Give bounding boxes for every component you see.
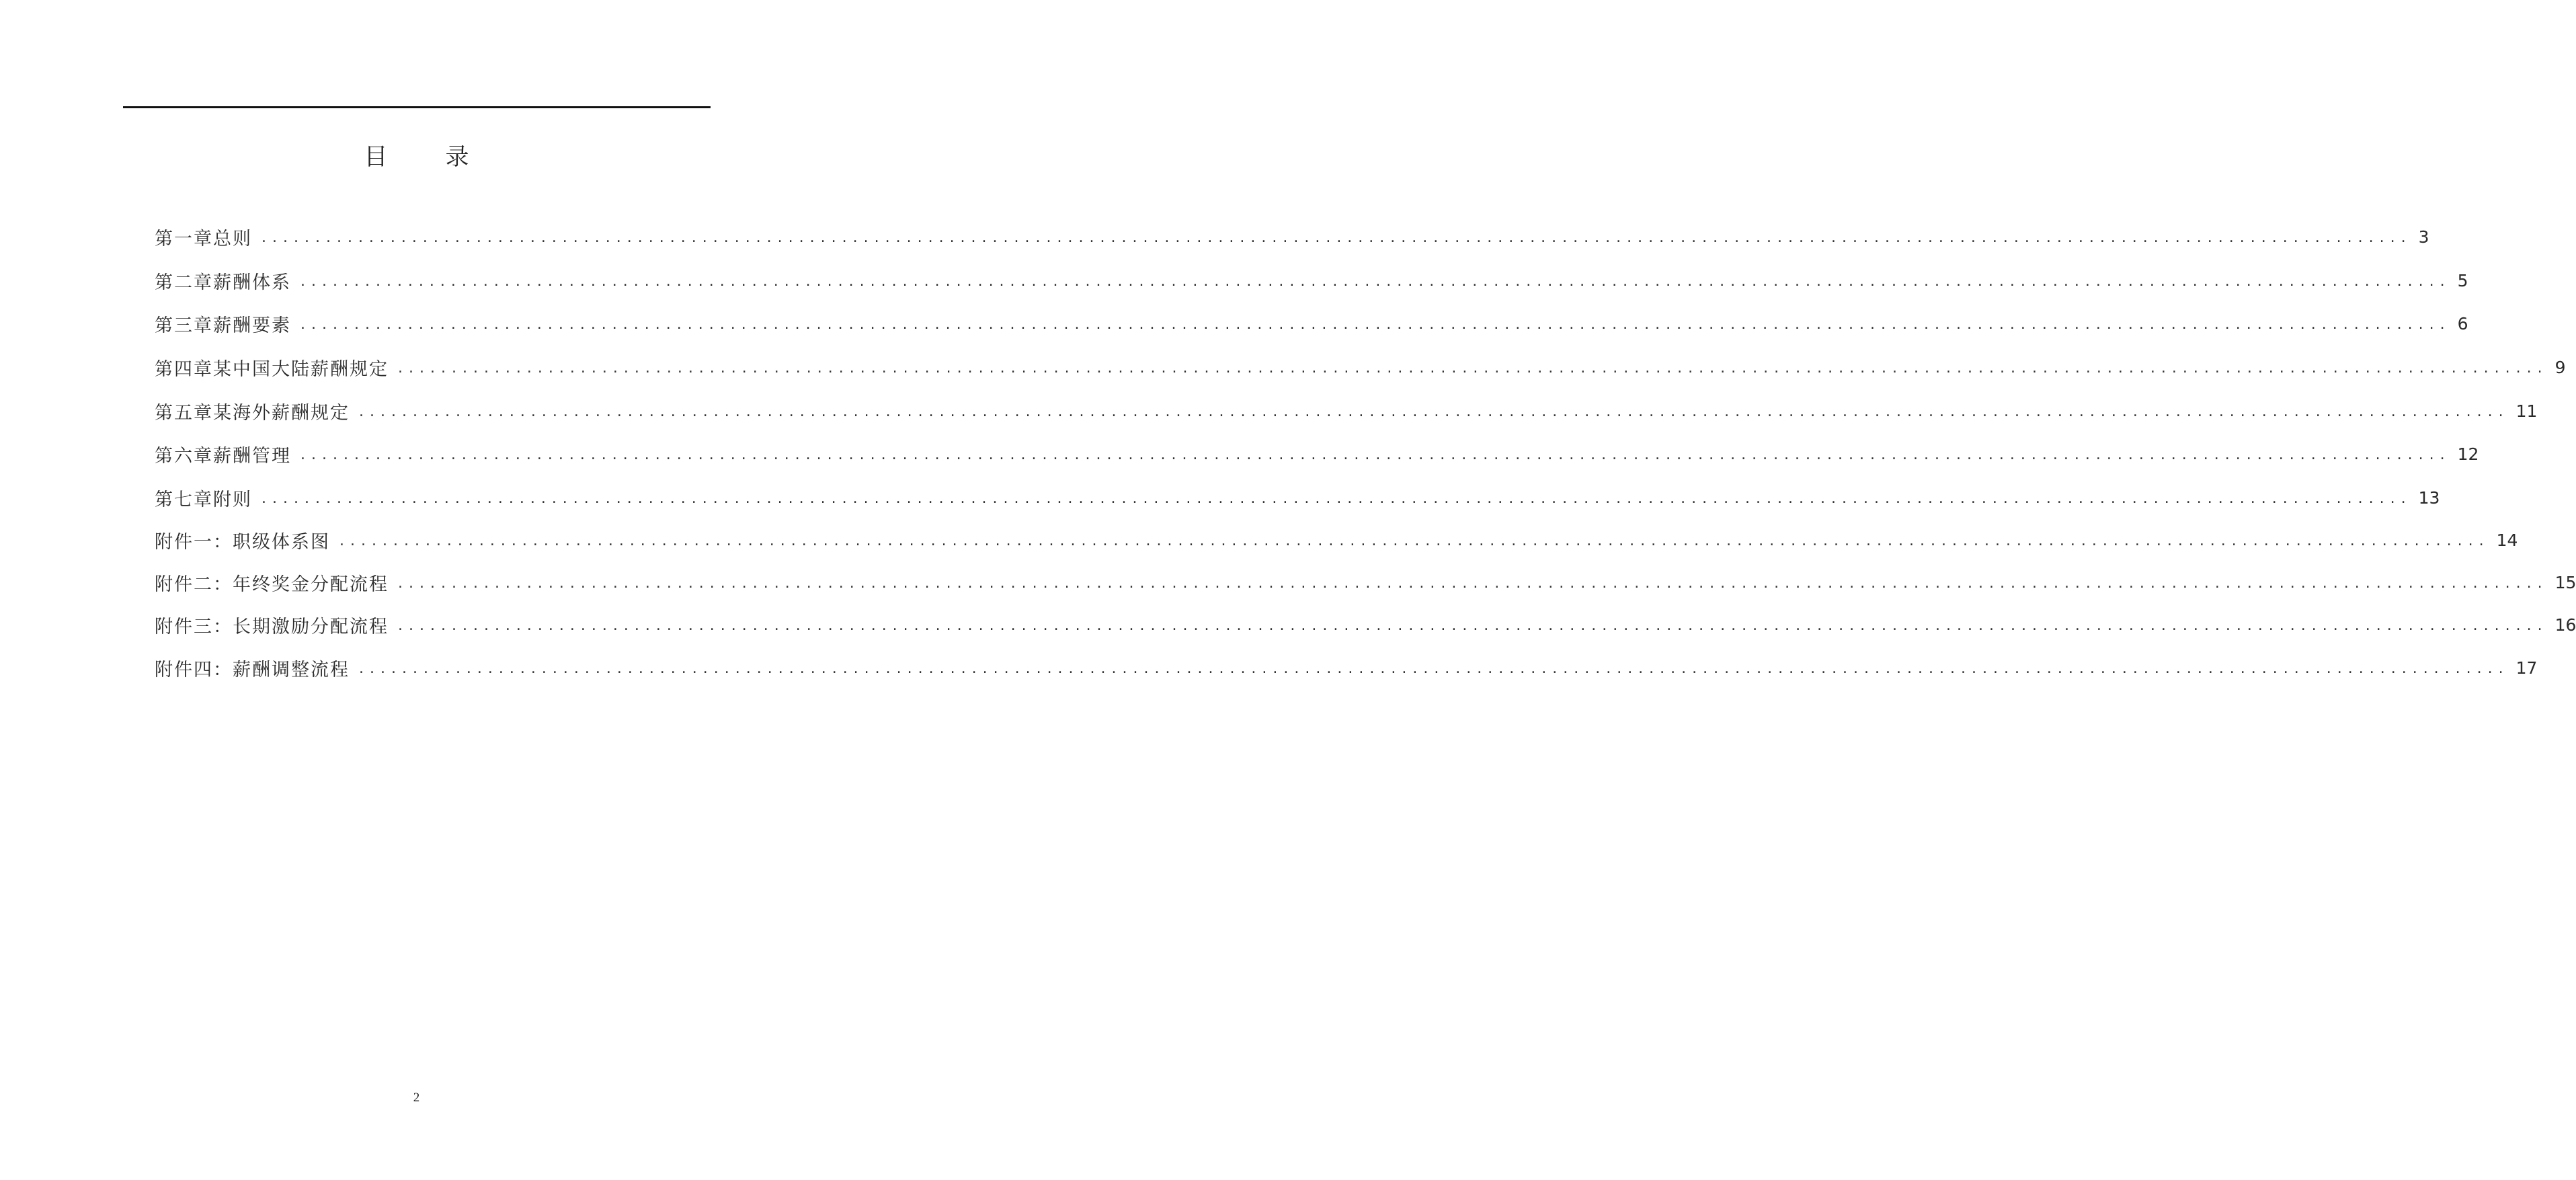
toc-entry[interactable] [155, 268, 2468, 293]
toc-entry[interactable] [155, 442, 2479, 467]
toc-entry-label: 第五章某海外薪酬规定 [155, 402, 350, 424]
toc-entry-page: 13 [2418, 487, 2440, 508]
toc-entry[interactable] [155, 311, 2468, 336]
toc-entry-page: 6 [2457, 313, 2468, 333]
page-number: 2 [413, 1091, 420, 1105]
toc-entry-page: 16 [2554, 615, 2576, 635]
toc-entry-label: 第六章薪酬管理 [155, 445, 291, 467]
toc-entry-label: 第四章某中国大陆薪酬规定 [155, 358, 389, 380]
toc-entry-label: 附件二：年终奖金分配流程 [155, 574, 389, 595]
toc-entry[interactable] [155, 485, 2440, 510]
toc-entry-page: 15 [2554, 572, 2576, 592]
toc-entry[interactable] [155, 656, 2538, 680]
toc-leader-dots: ........................................................................................................................................................................................................ [300, 316, 2451, 333]
toc-entry[interactable] [155, 528, 2518, 553]
toc-entry[interactable] [155, 570, 2576, 595]
toc-entry-label: 附件三：长期激励分配流程 [155, 616, 389, 637]
toc-entry-label: 附件四：薪酬调整流程 [155, 659, 350, 680]
toc-leader-dots: ........................................................................................................................................................................................................ [398, 617, 2548, 634]
toc-entry-page: 5 [2457, 270, 2468, 290]
toc-leader-dots: ........................................................................................................................................................................................................ [398, 575, 2548, 592]
toc-leader-dots: ........................................................................................................................................................................................................ [261, 490, 2412, 507]
toc-entry[interactable] [155, 399, 2538, 424]
header-rule [123, 106, 711, 108]
toc-leader-dots: ........................................................................................................................................................................................................ [359, 403, 2509, 420]
toc-entry-label: 第一章总则 [155, 228, 252, 249]
toc-leader-dots: ........................................................................................................................................................................................................ [261, 229, 2412, 246]
toc-entry-label: 第七章附则 [155, 489, 252, 510]
toc-leader-dots: ........................................................................................................................................................................................................ [300, 446, 2451, 463]
toc-leader-dots: ........................................................................................................................................................................................................ [339, 533, 2490, 549]
toc-entry[interactable] [155, 613, 2576, 637]
toc-leader-dots: ........................................................................................................................................................................................................ [300, 273, 2451, 290]
toc-entry-label: 第三章薪酬要素 [155, 315, 291, 336]
toc-entry[interactable] [155, 355, 2566, 380]
toc-entry-page: 14 [2496, 530, 2518, 550]
toc-title: 目录 [364, 144, 527, 171]
toc-leader-dots: ........................................................................................................................................................................................................ [359, 660, 2509, 677]
toc-entry-page: 3 [2418, 227, 2429, 247]
toc-leader-dots: ........................................................................................................................................................................................................ [398, 360, 2548, 377]
toc-entry-page: 11 [2515, 401, 2538, 421]
toc-entry-label: 第二章薪酬体系 [155, 272, 291, 293]
toc-entry[interactable] [155, 225, 2429, 249]
toc-entry-page: 12 [2457, 444, 2479, 464]
toc-entry-page: 17 [2515, 658, 2538, 678]
toc-entry-label: 附件一：职级体系图 [155, 531, 330, 553]
toc-entry-page: 9 [2554, 357, 2566, 377]
